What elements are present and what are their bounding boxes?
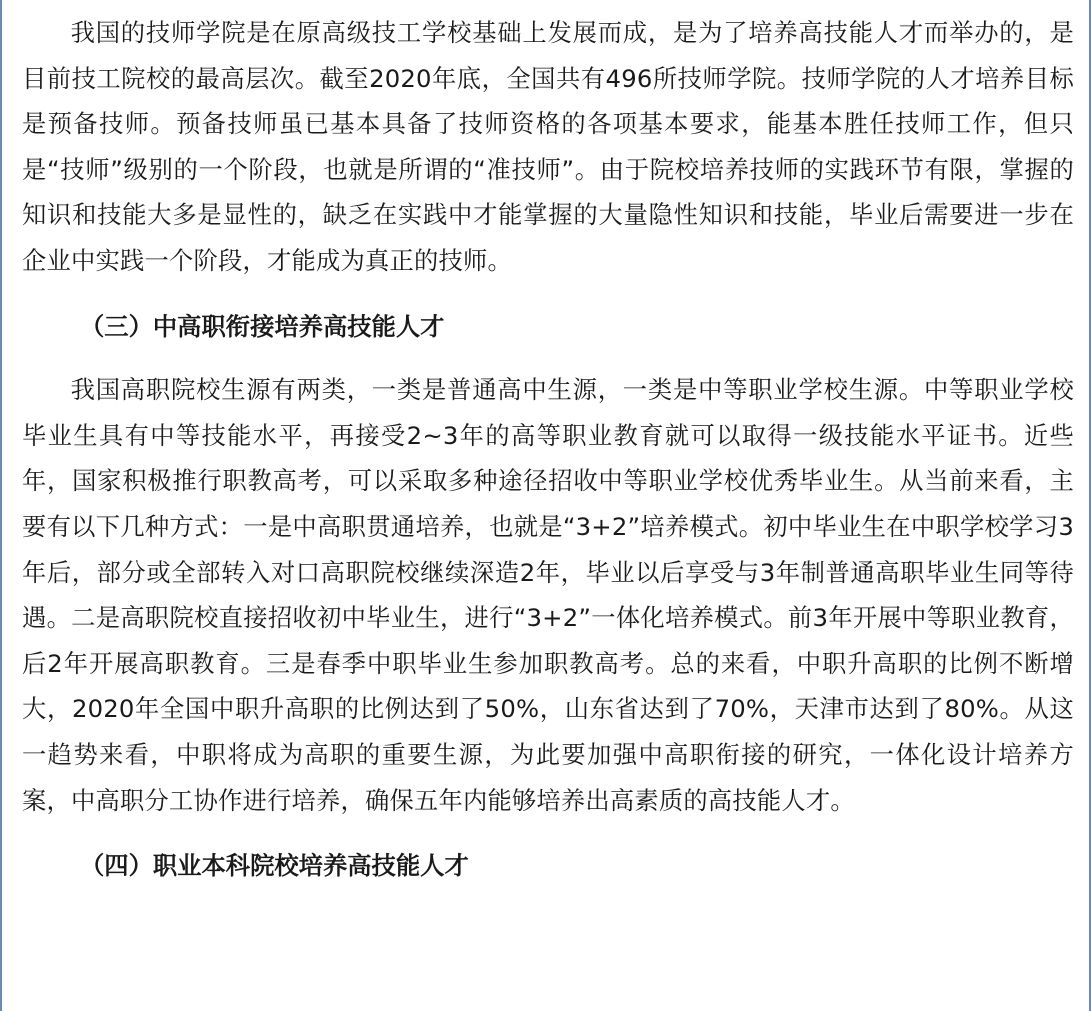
section-heading-4: （四）职业本科院校培养高技能人才 [80,851,469,881]
section-heading-3: （三）中高职衔接培养高技能人才 [80,311,445,341]
paragraph-technician-colleges: 我国的技师学院是在原高级技工学校基础上发展而成，是为了培养高技能人才而举办的，是目前技工院校的最高层次。截至2020年底，全国共有496所技师学院。技师学院的人才培养目标是预备技师。预备技师虽已基本具备了技师资格的各项基本要求，能基本胜任技师工作，但只是“技师”级别的一个阶段，也就是所谓的“准技师”。由于院校培养技师的实践环节有限，掌握的知识和技能大多是显性的，缺乏在实践中才能掌握的大量隐性知识和技能，毕业后需要进一步在企业中实践一个阶段，才能成为真正的技师。 [22,18,1074,275]
document-content [22,10,1074,889]
paragraph-secondary-higher-vocational: 我国高职院校生源有两类，一类是普通高中生源，一类是中等职业学校生源。中等职业学校毕业生具有中等技能水平，再接受2~3年的高等职业教育就可以取得一级技能水平证书。近些年，国家积极推行职教高考，可以采取多种途径招收中等职业学校优秀毕业生。从当前来看，主要有以下几种方式：一是中高职贯通培养，也就是“3+2”培养模式。初中毕业生在中职学校学习3年后，部分或全部转入对口高职院校继续深造2年，毕业以后享受与3年制普通高职毕业生同等待遇。二是高职院校直接招收初中毕业生，进行“3+2”一体化培养模式。前3年开展中等职业教育，后2年开展高职教育。三是春季中职毕业生参加职教高考。总的来看，中职升高职的比例不断增大，2020年全国中职升高职的比例达到了50%，山东省达到了70%，天津市达到了80%。从这一趋势来看，中职将成为高职的重要生源，为此要加强中高职衔接的研究，一体化设计培养方案，中高职分工协作进行培养，确保五年内能够培养出高素质的高技能人才。 [22,375,1074,815]
